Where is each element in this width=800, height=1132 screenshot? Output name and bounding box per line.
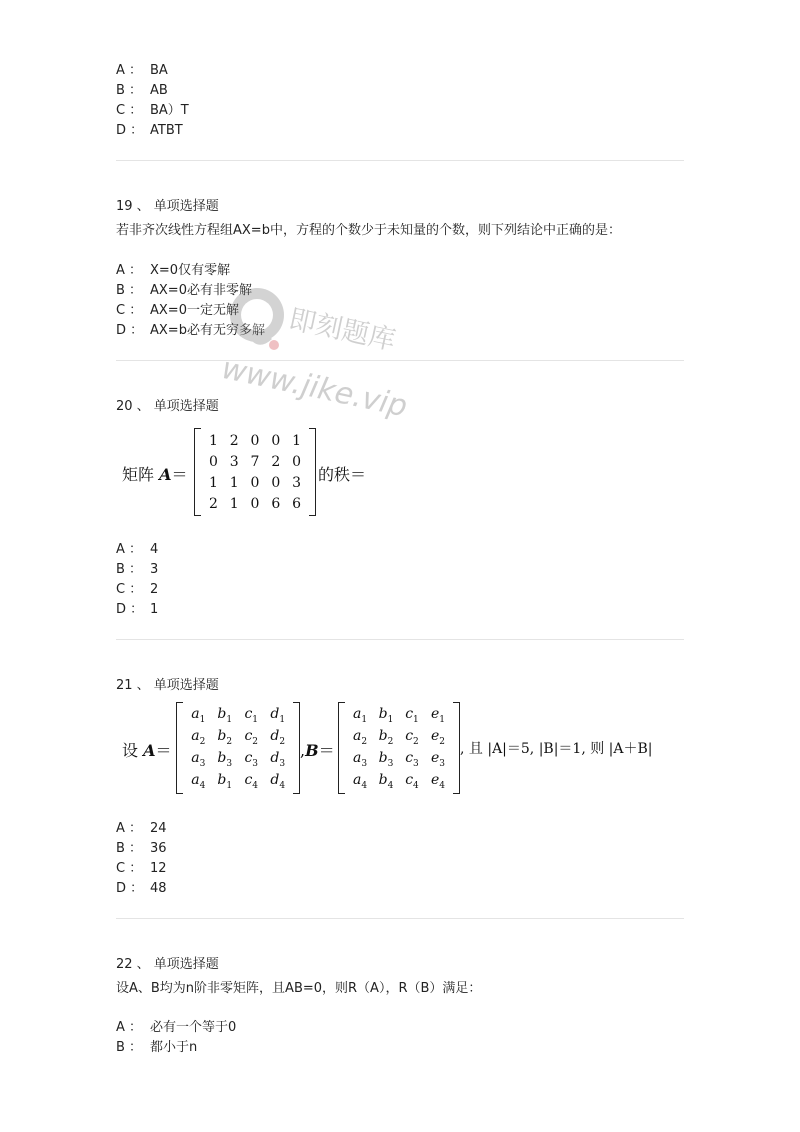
q20-option-c[interactable] (116, 581, 158, 599)
matrix-cell: $b_1$ (378, 705, 394, 725)
matrix-cell: $d_3$ (270, 749, 286, 769)
formula-prefix: 设 A＝ (122, 741, 172, 760)
option-text: 1 (150, 602, 159, 617)
matrix-cell: $b_2$ (378, 727, 394, 747)
divider (116, 918, 684, 919)
divider (116, 360, 684, 361)
matrix-cell: 2 (229, 432, 239, 449)
option-text: 必有一个等于0 (150, 1020, 237, 1035)
matrix-cell: 6 (292, 495, 302, 512)
q19-option-a[interactable] (116, 262, 230, 280)
matrix-cell: 1 (229, 495, 239, 512)
matrix-cell: $c_2$ (244, 727, 259, 747)
option-text: 48 (150, 881, 167, 896)
option-letter: A ： (116, 63, 143, 78)
option-letter: D ： (116, 123, 144, 138)
matrix-cell: $e_4$ (430, 771, 446, 791)
matrix-cell: 1 (292, 432, 302, 449)
q18-option-d[interactable] (116, 122, 183, 140)
matrix-cell: $b_1$ (217, 705, 233, 725)
option-text: 都小于n (150, 1040, 198, 1055)
option-letter: B ： (116, 83, 143, 98)
option-letter: A ： (116, 1020, 143, 1035)
matrix-a (176, 702, 300, 794)
option-text: 36 (150, 841, 167, 856)
option-letter: D ： (116, 881, 144, 896)
option-text: AX=0必有非零解 (150, 283, 252, 298)
formula-suffix: 的秩＝ (318, 465, 367, 484)
formula-mid: ,B＝ (300, 741, 335, 760)
q20-option-b[interactable] (116, 561, 158, 579)
matrix-cell: 0 (250, 495, 260, 512)
matrix-cell: $a_2$ (191, 727, 206, 747)
option-letter: D ： (116, 323, 144, 338)
q19-option-d[interactable] (116, 322, 265, 340)
option-text: 4 (150, 542, 159, 557)
option-text: 2 (150, 582, 159, 597)
q21-formula (122, 702, 684, 798)
matrix-cell: $c_2$ (405, 727, 419, 747)
matrix-cell: $e_1$ (430, 705, 446, 725)
matrix-cell: $a_3$ (352, 749, 368, 769)
option-letter: C ： (116, 861, 143, 876)
option-letter: A ： (116, 542, 143, 557)
matrix-cell: $b_3$ (217, 749, 233, 769)
watermark-brand: 即刻题库 (286, 303, 399, 357)
q21-option-b[interactable] (116, 840, 167, 858)
matrix-cell: $b_1$ (217, 771, 233, 791)
divider (116, 639, 684, 640)
matrix-cell: 0 (292, 453, 302, 470)
matrix-cell: $a_3$ (191, 749, 206, 769)
matrix-cell: $a_4$ (191, 771, 206, 791)
matrix-cell: $c_3$ (244, 749, 259, 769)
option-text: AB (150, 83, 168, 98)
matrix-cell: 0 (271, 474, 281, 491)
matrix-cell: 2 (208, 495, 218, 512)
matrix-cell: $c_4$ (405, 771, 419, 791)
q18-option-c[interactable] (116, 102, 189, 120)
matrix-cell: $b_3$ (378, 749, 394, 769)
q19-header: 19 、 单项选择题 (116, 199, 219, 214)
matrix-cell: 0 (250, 432, 260, 449)
q21-option-a[interactable] (116, 820, 167, 838)
matrix-cell: 2 (271, 453, 281, 470)
matrix-cell: 3 (292, 474, 302, 491)
option-letter: B ： (116, 841, 143, 856)
matrix-cell: $a_1$ (191, 705, 206, 725)
matrix-cell: $a_2$ (352, 727, 368, 747)
formula-suffix: , 且 |A|＝5, |B|＝1, 则 |A＋B| (460, 741, 653, 757)
formula-prefix: 矩阵 A＝ (122, 465, 188, 484)
option-text: 3 (150, 562, 159, 577)
option-letter: C ： (116, 582, 143, 597)
option-text: BA (150, 63, 168, 78)
q20-option-a[interactable] (116, 541, 158, 559)
q22-option-b[interactable] (116, 1039, 197, 1057)
option-letter: A ： (116, 821, 143, 836)
matrix-cell: 0 (208, 453, 218, 470)
q19-stem: 若非齐次线性方程组AX=b中，方程的个数少于未知量的个数，则下列结论中正确的是： (116, 223, 621, 238)
divider (116, 160, 684, 161)
option-letter: C ： (116, 303, 143, 318)
matrix-cell: 1 (208, 432, 218, 449)
option-text: AX=0一定无解 (150, 303, 239, 318)
q21-option-c[interactable] (116, 860, 167, 878)
matrix-cell: $d_2$ (270, 727, 286, 747)
q21-header: 21 、 单项选择题 (116, 678, 219, 693)
matrix-b (338, 702, 460, 794)
q19-option-b[interactable] (116, 282, 252, 300)
option-text: X=0仅有零解 (150, 263, 231, 278)
watermark-site: www.jike.vip (218, 351, 411, 425)
matrix-cell: $c_1$ (405, 705, 419, 725)
matrix-cell: 0 (271, 432, 281, 449)
matrix-cell: $e_3$ (430, 749, 446, 769)
option-letter: C ： (116, 103, 143, 118)
matrix-cell: 0 (250, 474, 260, 491)
q18-option-a[interactable] (116, 62, 168, 80)
matrix-a (194, 428, 316, 516)
option-text: 12 (150, 861, 167, 876)
matrix-cell: 6 (271, 495, 281, 512)
matrix-cell: $b_4$ (378, 771, 394, 791)
matrix-cell: $d_1$ (270, 705, 286, 725)
option-text: AX=b必有无穷多解 (150, 323, 265, 338)
option-letter: D ： (116, 602, 144, 617)
option-text: ATBT (150, 123, 183, 138)
matrix-cell: 7 (250, 453, 260, 470)
option-text: BA）T (150, 103, 189, 118)
matrix-cell: 1 (208, 474, 218, 491)
matrix-cell: $a_1$ (352, 705, 368, 725)
matrix-cell: $c_4$ (244, 771, 259, 791)
matrix-cell: $b_2$ (217, 727, 233, 747)
q22-header: 22 、 单项选择题 (116, 957, 219, 972)
option-letter: B ： (116, 283, 143, 298)
q19-option-c[interactable] (116, 302, 239, 320)
matrix-cell: $c_1$ (244, 705, 259, 725)
matrix-cell: $a_4$ (352, 771, 368, 791)
matrix-cell: $d_4$ (270, 771, 286, 791)
q20-formula (122, 428, 382, 520)
q20-header: 20 、 单项选择题 (116, 399, 219, 414)
option-text: 24 (150, 821, 167, 836)
matrix-cell: 1 (229, 474, 239, 491)
q21-option-d[interactable] (116, 880, 167, 898)
q22-option-a[interactable] (116, 1019, 236, 1037)
option-letter: A ： (116, 263, 143, 278)
option-letter: B ： (116, 1040, 143, 1055)
option-letter: B ： (116, 562, 143, 577)
matrix-cell: 3 (229, 453, 239, 470)
q22-stem: 设A、B均为n阶非零矩阵，且AB=0，则R（A），R（B）满足： (116, 981, 482, 996)
matrix-cell: $e_2$ (430, 727, 446, 747)
q20-option-d[interactable] (116, 601, 158, 619)
q18-option-b[interactable] (116, 82, 168, 100)
matrix-cell: $c_3$ (405, 749, 419, 769)
